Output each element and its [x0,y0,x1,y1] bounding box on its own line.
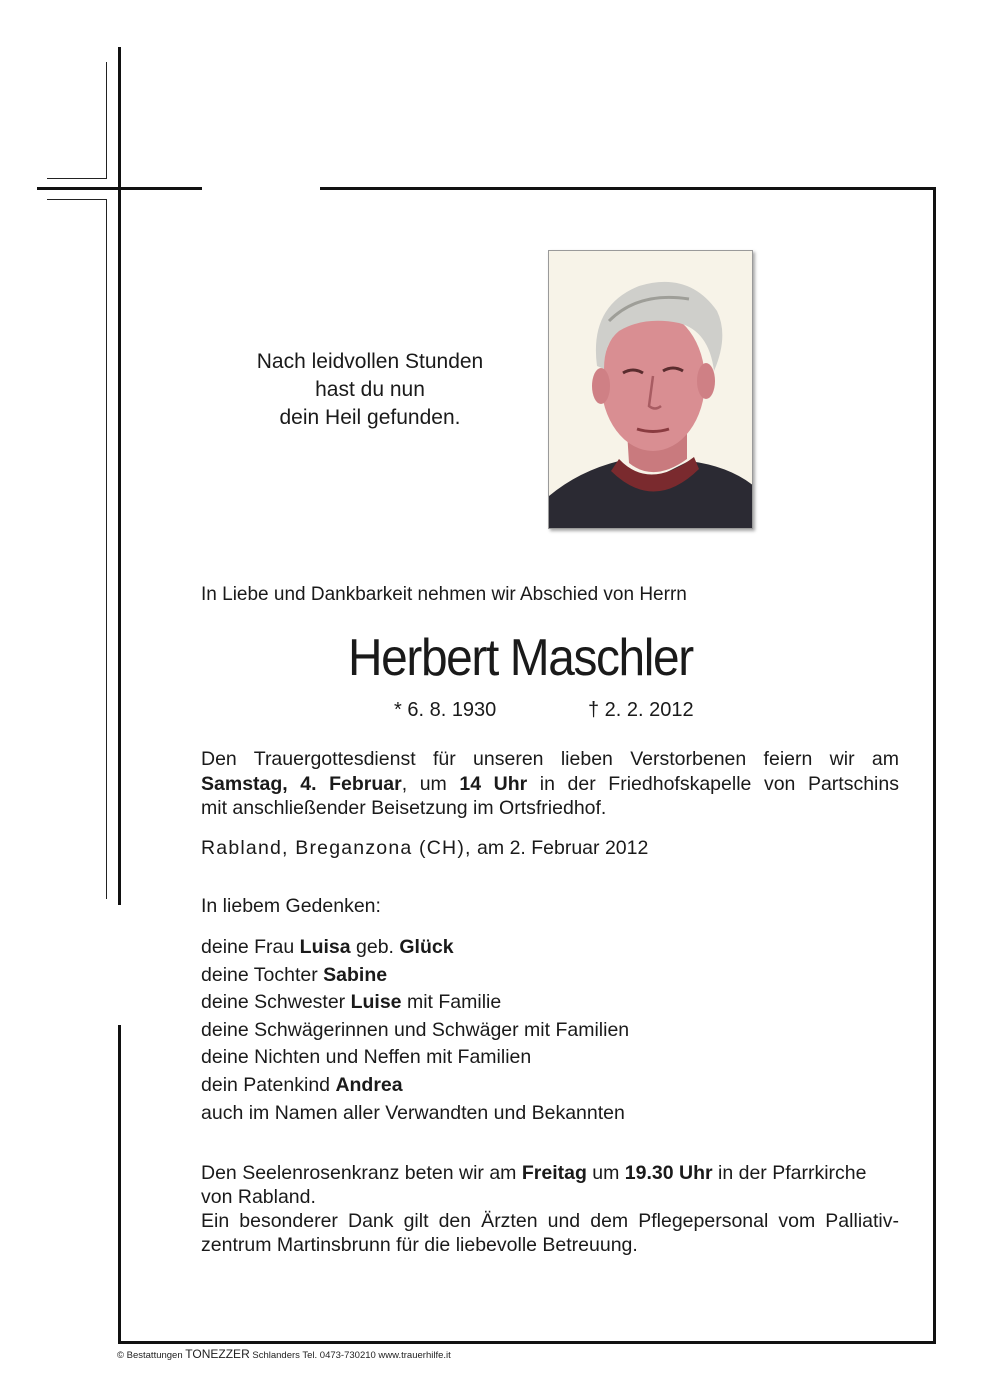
cross-accent-vertical [106,62,107,179]
mourner-name: Luise [350,991,402,1014]
undertaker-footer [117,1347,451,1361]
mourner-line [201,989,629,1017]
rosary-line: von Rabland. [201,1186,316,1208]
footer-prefix: © Bestattungen [117,1350,186,1361]
footer-company: TONEZZER [185,1347,250,1361]
mourner-text: mit Familie [401,991,502,1014]
thanks-line: zentrum Martinsbrunn für die liebevolle Betreuung. [201,1234,638,1256]
cross-accent-horizontal-top [47,178,107,179]
mourner-name: Andrea [335,1073,403,1096]
rosary-and-thanks [201,1161,899,1257]
service-line [201,772,899,797]
frame-right-border [933,187,936,1344]
cross-vertical-bar-lower [118,1025,121,1343]
motto-line: hast du nun [315,378,425,401]
cross-accent-vertical-lower [106,199,107,899]
motto-line: Nach leidvollen Stunden [256,350,484,373]
mourner-text: deine Schwester [201,991,351,1014]
portrait-photo [548,250,753,529]
portrait-illustration [549,251,753,529]
place-location: Rabland, Breganzona (CH), [201,837,472,859]
rosary-connector: um [586,1162,625,1184]
mourner-text: deine Schwägerinnen und Schwäger mit Familien [201,1018,630,1041]
mourner-text: deine Tochter [201,963,324,986]
cross-accent-horizontal-bottom [47,199,107,200]
rosary-time: 19.30 Uhr [624,1162,713,1184]
motto-verse [200,348,540,432]
mourner-line [201,1044,629,1072]
mourner-name: Sabine [323,963,388,986]
thanks-line: Ein besonderer Dank gilt den Ärzten und dem Pflegepersonal vom Palliativ- [201,1210,899,1232]
mourner-text: dein Patenkind [201,1073,336,1096]
mourners-heading: In liebem Gedenken: [201,895,381,917]
service-time: 14 Uhr [459,772,528,795]
motto-line: dein Heil gefunden. [279,406,461,429]
cross-horizontal-bar [37,187,202,190]
deceased-name: Herbert Maschler [348,629,693,687]
farewell-intro: In Liebe und Dankbarkeit nehmen wir Abschied von Herrn [201,584,687,605]
service-line: Den Trauergottesdienst für unseren lieben Verstorbenen feiern wir am [201,748,899,770]
footer-contact: Schlanders Tel. 0473-730210 www.trauerhilfe.it [249,1350,451,1361]
rosary-line [201,1161,899,1185]
place-and-date [201,837,648,860]
mourner-text: auch im Namen aller Verwandten und Bekannten [201,1101,625,1124]
mourner-line [201,1072,629,1100]
funeral-service-text [201,747,899,821]
mourner-text: deine Frau [201,936,300,958]
mourners-list [201,934,629,1127]
mourner-line [201,962,629,990]
rosary-day: Freitag [521,1162,587,1184]
service-day: Samstag, 4. Februar [201,772,402,795]
frame-top-border [320,187,936,190]
mourner-name: Glück [399,936,454,958]
service-connector: , um [401,772,460,795]
mourner-line [201,1100,629,1128]
birth-date: * 6. 8. 1930 [394,699,497,721]
service-location: in der Friedhofskapelle von Partschins [527,772,899,795]
mourner-line [201,934,629,962]
mourner-text: geb. [350,936,400,958]
frame-bottom-border [118,1341,936,1344]
cross-vertical-bar [118,47,121,905]
rosary-text: Den Seelenrosenkranz beten wir am [201,1162,522,1184]
service-line: mit anschließender Beisetzung im Ortsfriedhof. [201,797,607,819]
mourner-line [201,1017,629,1045]
mourner-text: deine Nichten und Neffen mit Familien [201,1046,532,1069]
death-date: † 2. 2. 2012 [588,699,694,721]
mourner-name: Luisa [299,936,351,958]
rosary-location: in der Pfarrkirche [712,1162,867,1184]
place-date: am 2. Februar 2012 [471,837,649,859]
